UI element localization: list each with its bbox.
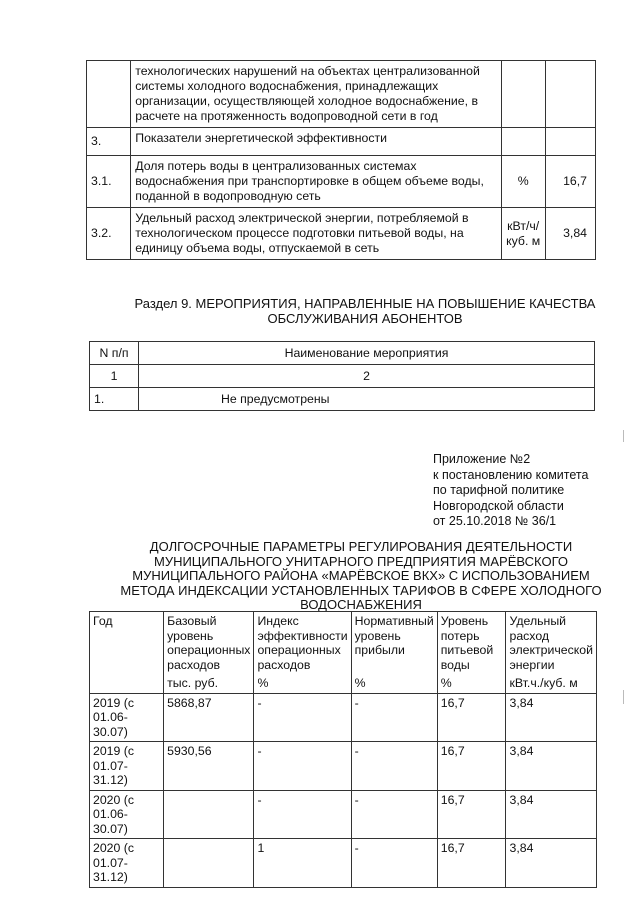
- base-costs-cell: 5930,56: [164, 742, 254, 791]
- column-header: Наименование мероприятия: [139, 342, 595, 365]
- row-number: 3.: [87, 128, 131, 156]
- profit-level-cell: -: [351, 693, 437, 742]
- measure-name: Не предусмотрены: [139, 388, 595, 411]
- appendix-line: Новгородской области: [433, 498, 564, 513]
- scan-mark: [623, 430, 624, 442]
- parameters-title: ДОЛГОСРОЧНЫЕ ПАРАМЕТРЫ РЕГУЛИРОВАНИЯ ДЕЯТЕЛЬНОСТИ МУНИЦИПАЛЬНОГО УНИТАРНОГО ПРЕДПРИЯТИЯ МАРЁВСКОГО МУНИЦИПАЛЬНОГО РАЙОНА «МАРЁВСКОЕ ВКХ» С ИСПОЛЬЗОВАНИЕМ МЕТОДА ИНДЕКСАЦИИ УСТАНОВЛЕННЫХ ТАРИФОВ В СФЕРЕ ХОЛОДНОГО ВОДОСНАБЖЕНИЯ: [120, 539, 602, 613]
- row-number: 3.1.: [87, 156, 131, 208]
- column-header: N п/п: [90, 342, 139, 365]
- efficiency-index-cell: 1: [254, 839, 351, 888]
- appendix-line: Приложение №2: [433, 452, 531, 466]
- parameters-table: [89, 611, 597, 888]
- base-costs-cell: [164, 839, 254, 888]
- energy-use-cell: 3,84: [506, 790, 597, 839]
- table-header-row: [90, 342, 595, 365]
- efficiency-index-cell: -: [254, 742, 351, 791]
- column-header: Уровень потерь питьевой воды: [437, 612, 506, 675]
- appendix-line: по тарифной политике: [433, 483, 565, 497]
- indicator-unit: [501, 128, 545, 156]
- efficiency-index-cell: -: [254, 790, 351, 839]
- indicator-unit: %: [501, 156, 545, 208]
- row-number: 3.2.: [87, 208, 131, 260]
- indicator-name: Показатели энергетической эффективности: [131, 128, 501, 156]
- base-costs-cell: [164, 790, 254, 839]
- section-9-heading: Раздел 9. МЕРОПРИЯТИЯ, НАПРАВЛЕННЫЕ НА ПОВЫШЕНИЕ КАЧЕСТВА ОБСЛУЖИВАНИЯ АБОНЕНТОВ: [134, 296, 596, 326]
- water-loss-cell: 16,7: [437, 790, 506, 839]
- indicators-table: [86, 60, 596, 260]
- table-units-row: [90, 674, 597, 693]
- column-index: 1: [90, 365, 139, 388]
- efficiency-index-cell: -: [254, 693, 351, 742]
- table-row: [87, 208, 596, 260]
- energy-use-cell: 3,84: [506, 839, 597, 888]
- unit-cell: %: [437, 674, 506, 693]
- table-row: [90, 839, 597, 888]
- energy-use-cell: 3,84: [506, 742, 597, 791]
- energy-use-cell: 3,84: [506, 693, 597, 742]
- indicator-unit: [501, 61, 545, 128]
- indicator-value: [545, 128, 595, 156]
- table-row: [87, 128, 596, 156]
- column-header: Базовый уровень операционных расходов: [164, 612, 254, 675]
- unit-cell: %: [351, 674, 437, 693]
- indicator-value: [545, 61, 595, 128]
- row-number: 1.: [90, 388, 139, 411]
- water-loss-cell: 16,7: [437, 693, 506, 742]
- table-row: [90, 388, 595, 411]
- water-loss-cell: 16,7: [437, 839, 506, 888]
- unit-cell: кВт.ч./куб. м: [506, 674, 597, 693]
- year-cell: 2020 (с 01.06-30.07): [90, 790, 164, 839]
- indicator-unit: кВт/ч/ куб. м: [501, 208, 545, 260]
- table-row: [90, 693, 597, 742]
- row-number: [87, 61, 131, 128]
- profit-level-cell: -: [351, 790, 437, 839]
- year-cell: 2019 (с 01.07-31.12): [90, 742, 164, 791]
- profit-level-cell: -: [351, 742, 437, 791]
- column-header: Нормативный уровень прибыли: [351, 612, 437, 675]
- appendix-block: [433, 452, 588, 530]
- unit-cell: [90, 674, 164, 693]
- indicator-name: технологических нарушений на объектах централизованной системы холодного водоснабжения, принадлежащих организации, осуществляющей холодное водоснабжение, в расчете на протяженность водопроводной сети в год: [131, 61, 501, 128]
- indicator-name: Удельный расход электрической энергии, потребляемой в технологическом процессе подготовки питьевой воды, на единицу объема воды, отпускаемой в сеть: [131, 208, 501, 260]
- water-loss-cell: 16,7: [437, 742, 506, 791]
- indicator-value: 16,7: [545, 156, 595, 208]
- column-header: Удельный расход электрической энергии: [506, 612, 597, 675]
- appendix-line: к постановлению комитета: [433, 467, 589, 482]
- indicator-name: Доля потерь воды в централизованных системах водоснабжения при транспортировке в общем объеме воды, поданной в водопроводную сеть: [131, 156, 501, 208]
- column-header: Индекс эффективности операционных расходов: [254, 612, 351, 675]
- indicator-value: 3,84: [545, 208, 595, 260]
- scan-mark: [623, 690, 624, 704]
- base-costs-cell: 5868,87: [164, 693, 254, 742]
- table-row: [90, 790, 597, 839]
- measures-table: [89, 341, 595, 411]
- column-header: Год: [90, 612, 164, 675]
- year-cell: 2019 (с 01.06-30.07): [90, 693, 164, 742]
- table-row: [87, 61, 596, 128]
- table-row: [87, 156, 596, 208]
- profit-level-cell: -: [351, 839, 437, 888]
- column-index: 2: [139, 365, 595, 388]
- table-row: [90, 742, 597, 791]
- year-cell: 2020 (с 01.07-31.12): [90, 839, 164, 888]
- table-index-row: [90, 365, 595, 388]
- appendix-line: от 25.10.2018 № 36/1: [433, 514, 557, 528]
- unit-cell: %: [254, 674, 351, 693]
- table-header-row: [90, 612, 597, 675]
- unit-cell: тыс. руб.: [164, 674, 254, 693]
